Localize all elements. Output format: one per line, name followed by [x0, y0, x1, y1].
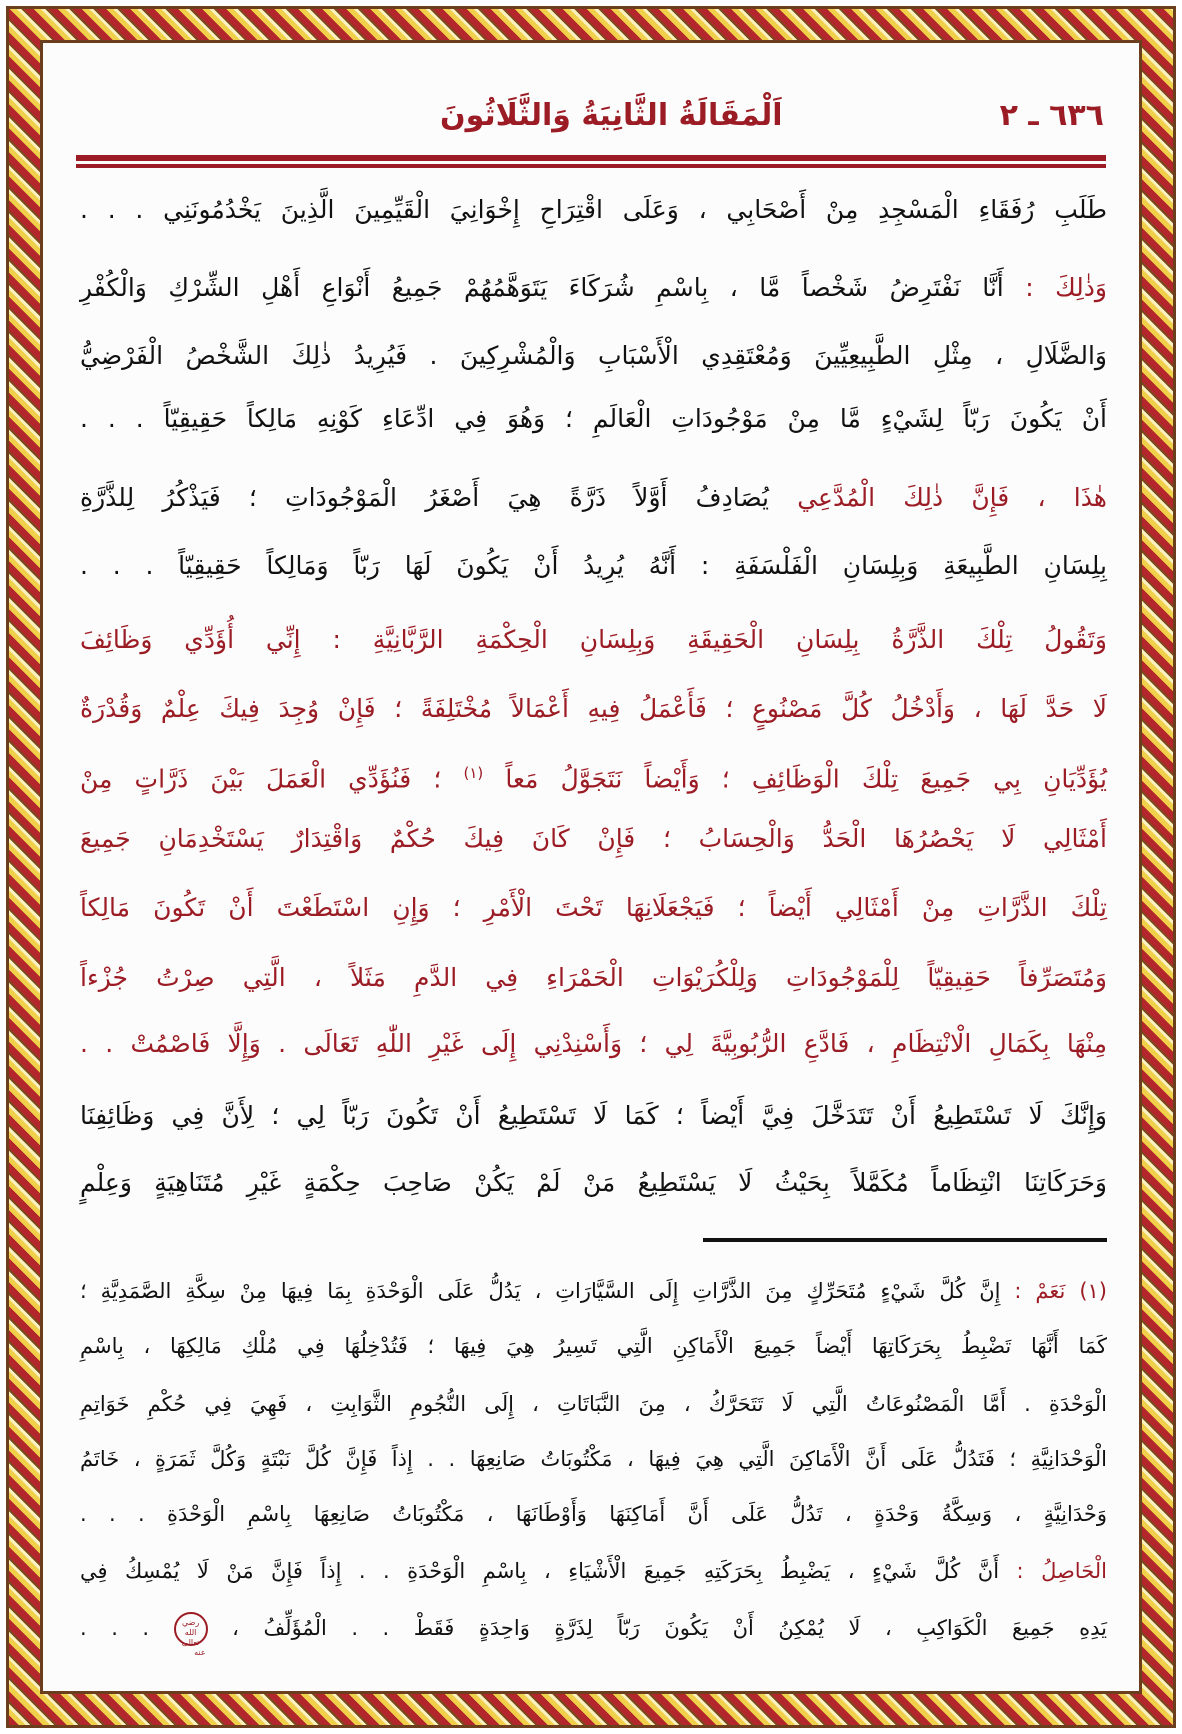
footnote-marker[interactable]: (١): [463, 764, 484, 782]
footnote-line: [80, 1378, 1107, 1430]
text-segment: كَمَا أَنَّهَا تَضْبِطُ بِحَرَكَاتِهَا أَيْضاً جَمِيعَ الْأَمَاكِنِ الَّتِي تَسِيرُ هِيَ فِيهَا ؛ فَتُدْخِلُهَا فِي مُلْكِ مَالِكِهَا ، بِاسْمِ: [80, 1334, 1107, 1358]
body-line: [80, 1090, 1107, 1142]
body-line: [80, 472, 1107, 524]
footnote-line: [80, 1602, 1107, 1657]
text-segment: بِلِسَانِ الطَّبِيعَةِ وَبِلِسَانِ الْفَلْسَفَةِ : أَنَّهُ يُرِيدُ أَنْ يَكُونَ لَهَا رَبّاً وَمَالِكاً حَقِيقِيّاً . . .: [80, 551, 1107, 580]
text-segment: وَحْدَانِيَّةٍ ، وَسِكَّةُ وَحْدَةٍ ، تَدُلُّ عَلَى أَنَّ أَمَاكِنَهَا وَأَوْطَانَهَا ، مَكْتُوبَاتُ صَانِعِهَا بِاسْمِ الْوَحْدَةِ . . .: [80, 1502, 1107, 1526]
text-segment: أَنَّا نَفْتَرِضُ شَخْصاً مَّا ، بِاسْمِ شُرَكَاءَ يَتَوَهَّمُهُمْ جَمِيعُ أَنْوَاعِ أَهْلِ الشِّرْكِ وَالْكُفْرِ: [80, 273, 1004, 302]
highlighted-text: أَمْثَالِي لَا يَحْصُرُهَا الْحَدُّ وَالْحِسَابُ ؛ فَإِنْ كَانَ فِيكَ حُكْمٌ وَاقْتِدَارٌ يَسْتَخْدِمَانِ جَمِيعَ: [80, 824, 1107, 853]
header-rule-thin: [76, 164, 1106, 168]
text-segment: وَإِنَّكَ لَا تَسْتَطِيعُ أَنْ تَتَدَخَّلَ فِيَّ أَيْضاً ؛ كَمَا لَا تَسْتَطِيعُ أَنْ تَكُونَ رَبّاً لِي ؛ لِأَنَّ فِي وَظَائِفِنَا: [80, 1101, 1107, 1130]
text-segment: وَحَرَكَاتِنَا انْتِظَاماً مُكَمَّلاً بِحَيْثُ لَا يَسْتَطِيعُ مَنْ لَمْ يَكُنْ صَاحِبَ حِكْمَةٍ غَيْرِ مُتَنَاهِيَةٍ وَعِلْمٍ: [80, 1168, 1107, 1197]
body-line: [80, 882, 1107, 934]
text-segment: وَالضَّلَالِ ، مِثْلِ الطَّبِيعِيِّينَ وَمُعْتَقِدِي الْأَسْبَابِ وَالْمُشْرِكِينَ . فَيُرِيدُ ذٰلِكَ الشَّخْصُ الْفَرْضِيُّ: [80, 341, 1107, 370]
text-segment: أَنَّ كُلَّ شَيْءٍ ، يَضْبِطُ بِحَرَكَتِهِ جَمِيعَ الْأَشْيَاءِ ، بِاسْمِ الْوَحْدَةِ . . إِذاً فَإِنَّ مَنْ لَا يُمْسِكُ فِي: [80, 1559, 1000, 1583]
seal-emblem: رضي الله تعالى عنه: [174, 1612, 208, 1646]
body-line: [80, 184, 1107, 236]
highlighted-text: هٰذَا ، فَإِنَّ ذٰلِكَ الْمُدَّعِي: [768, 483, 1107, 512]
text-segment: طَلَبِ رُفَقَاءِ الْمَسْجِدِ مِنْ أَصْحَابِي ، وَعَلَى اقْتِرَاحِ إِخْوَانِيَ الْقَيِّمِينَ الَّذِينَ يَخْدُمُونَنِي . . .: [80, 195, 1107, 224]
highlighted-text: لَا حَدَّ لَهَا ، وَأَدْخُلُ كُلَّ مَصْنُوعٍ ؛ فَأَعْمَلُ فِيهِ أَعْمَالاً مُخْتَلِفَةً ؛ فَإِنْ وُجِدَ فِيكَ عِلْمٌ وَقُدْرَةٌ: [80, 694, 1107, 723]
highlighted-text: (١) نَعَمْ :: [1000, 1279, 1107, 1303]
footnote-line: [80, 1488, 1107, 1540]
body-line: [80, 747, 1107, 799]
body-line: [80, 393, 1107, 445]
text-segment: يُصَادِفُ أَوَّلاً ذَرَّةً هِيَ أَصْغَرُ الْمَوْجُودَاتِ ؛ فَيَذْكُرُ لِلذَّرَّةِ: [80, 483, 769, 512]
body-line: [80, 1157, 1107, 1209]
body-line: [80, 614, 1107, 666]
body-line: [80, 1018, 1107, 1070]
footnote-line: [80, 1265, 1107, 1317]
footnote-rule: [703, 1238, 1107, 1242]
text-segment: أَنْ يَكُونَ رَبّاً لِشَيْءٍ مَّا مِنْ مَوْجُودَاتِ الْعَالَمِ ؛ وَهُوَ فِي ادِّعَاءِ كَوْنِهِ مَالِكاً حَقِيقِيّاً . . .: [80, 404, 1107, 433]
highlighted-text: ؛ فَنُؤَدِّي الْعَمَلَ بَيْنَ ذَرَّاتٍ مِنْ: [80, 764, 464, 794]
body-line: [80, 683, 1107, 735]
text-segment: . . .: [80, 1616, 174, 1640]
text-segment: يَدِهِ جَمِيعَ الْكَوَاكِبِ ، لَا يُمْكِنُ أَنْ يَكُونَ رَبّاً لِذَرَّةٍ وَاحِدَةٍ فَقَطْ . . الْمُؤَلِّفُ ،: [207, 1616, 1107, 1640]
header-rule: [76, 155, 1106, 161]
highlighted-text: وَمُتَصَرِّفاً حَقِيقِيّاً لِلْمَوْجُودَاتِ وَلِلْكُرَيْوَاتِ الْحَمْرَاءِ فِي الدَّمِ مَثَلاً ، الَّتِي صِرْتُ جُزْءاً: [80, 963, 1107, 992]
highlighted-text: وَتَقُولُ تِلْكَ الذَّرَّةُ بِلِسَانِ الْحَقِيقَةِ وَبِلِسَانِ الْحِكْمَةِ الرَّبَّانِيَّةِ : إِنِّي أُؤَدِّي وَظَائِفَ: [80, 625, 1107, 654]
body-line: [80, 952, 1107, 1004]
body-line: [80, 813, 1107, 865]
text-segment: إِنَّ كُلَّ شَيْءٍ مُتَحَرِّكٍ مِنَ الذَّرَّاتِ إِلَى السَّيَّارَاتِ ، يَدُلُّ عَلَى الْوَحْدَةِ بِمَا فِيهَا مِنْ سِكَّةِ الصَّمَدِيَّةِ ؛: [80, 1279, 1001, 1303]
footnote-line: [80, 1320, 1107, 1372]
highlighted-text: تِلْكَ الذَّرَّاتِ مِنْ أَمْثَالِي أَيْضاً ؛ فَيَجْعَلَانِهَا تَحْتَ الْأَمْرِ ؛ وَإِنِ اسْتَطَعْتَ أَنْ تَكُونَ مَالِكاً: [80, 893, 1107, 922]
footnote-line: [80, 1433, 1107, 1485]
highlighted-text: مِنْهَا بِكَمَالِ الْانْتِظَامِ ، فَادَّعِ الرُّبُوبِيَّةَ لِي ؛ وَأَسْنِدْنِي إِلَى غَيْرِ اللّٰهِ تَعَالَى . وَإِلَّا فَاصْمُتْ . .: [80, 1029, 1107, 1058]
page-number: ٦٣٦ ـ ٢: [999, 98, 1104, 133]
footnote-line: [80, 1545, 1107, 1597]
text-segment: الْوَحْدَةِ . أَمَّا الْمَصْنُوعَاتُ الَّتِي لَا تَتَحَرَّكُ ، مِنَ النَّبَاتَاتِ ، إِلَى النُّجُومِ الثَّوَابِتِ ، فَهِيَ فِي حُكْمِ خَوَاتِمِ: [80, 1392, 1107, 1416]
body-line: [80, 330, 1107, 382]
body-line: [80, 262, 1107, 314]
page-title: اَلْمَقَالَةُ الثَّانِيَةُ وَالثَّلَاثُونَ: [440, 98, 783, 133]
highlighted-text: وَذٰلِكَ :: [1003, 273, 1107, 302]
highlighted-text: يُؤَدِّيَانِ بِي جَمِيعَ تِلْكَ الْوَظَائِفِ ؛ وَأَيْضاً نَتَجَوَّلُ مَعاً: [483, 764, 1108, 794]
body-line: [80, 540, 1107, 592]
highlighted-text: الْحَاصِلُ :: [999, 1559, 1107, 1583]
text-segment: الْوَحْدَانِيَّةِ ؛ فَتَدُلُّ عَلَى أَنَّ الْأَمَاكِنَ الَّتِي هِيَ فِيهَا ، مَكْتُوبَاتُ صَانِعِهَا . . إِذاً فَإِنَّ كُلَّ نَبْتَةٍ وَكُلَّ ثَمَرَةٍ ، خَاتَمُ: [80, 1447, 1107, 1471]
